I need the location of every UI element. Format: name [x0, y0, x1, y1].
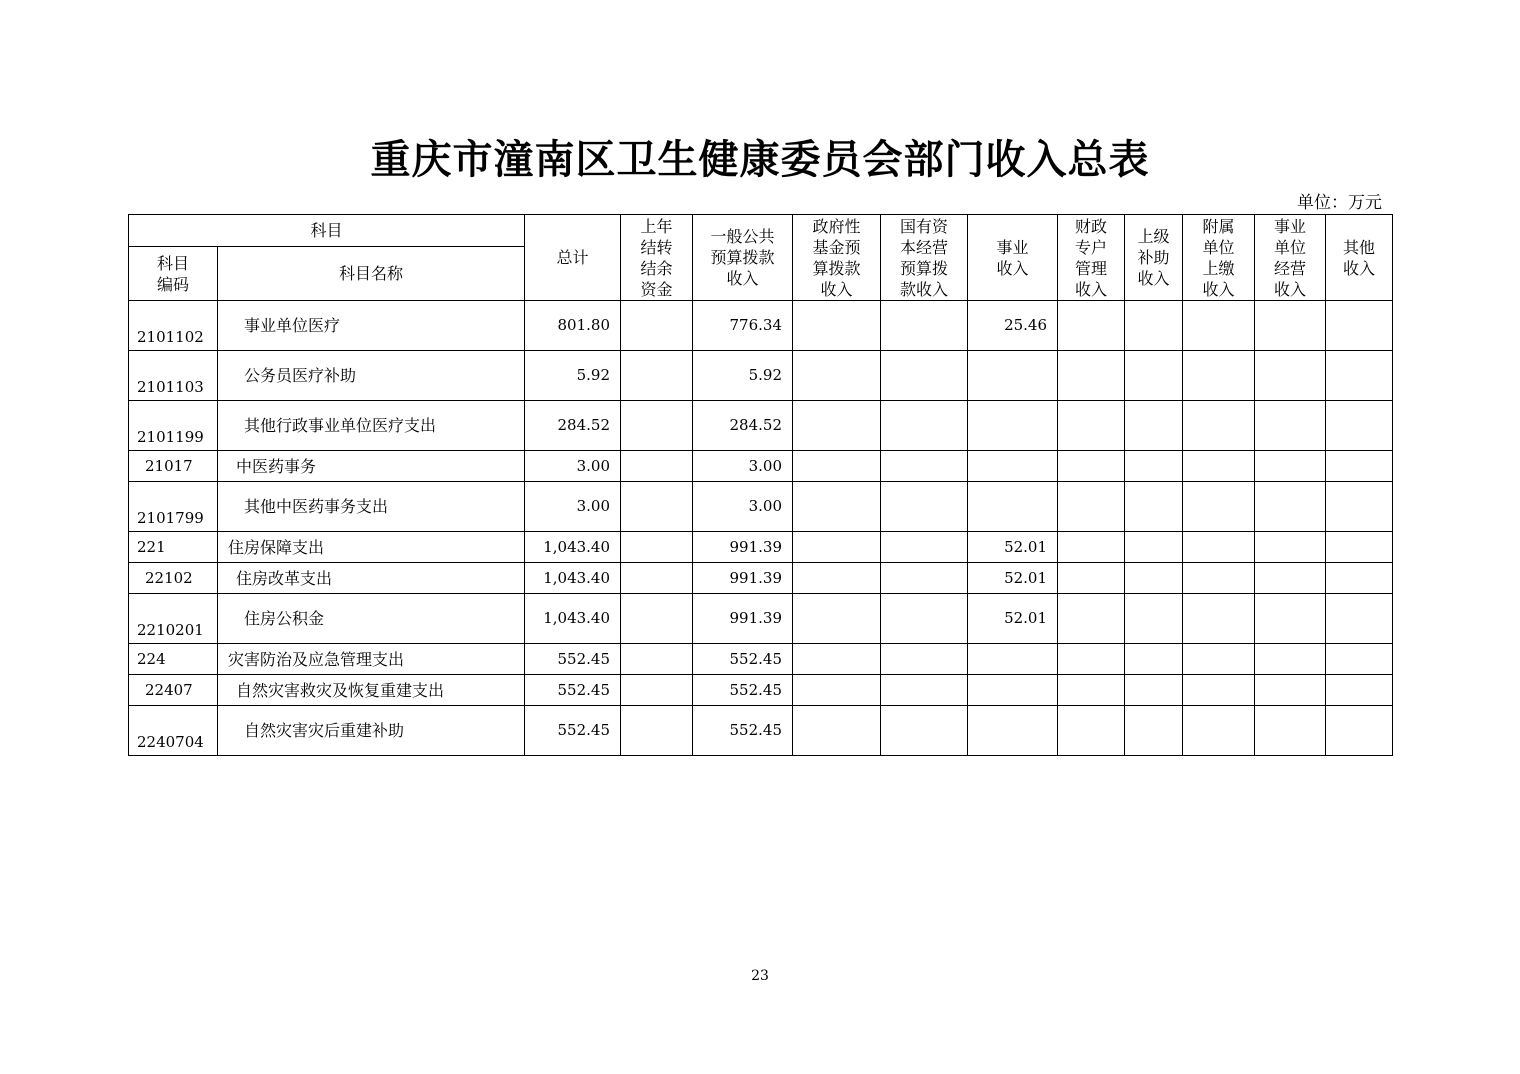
- row-name: 自然灾害灾后重建补助: [218, 706, 525, 756]
- row-name: 住房改革支出: [218, 563, 525, 594]
- table-row: [129, 594, 1393, 644]
- row-total: 1,043.40: [525, 532, 621, 563]
- header-business-income: 事业 单位 经营 收入: [1255, 215, 1326, 301]
- table-row: [129, 301, 1393, 351]
- row-total: 284.52: [525, 401, 621, 451]
- row-code: 22102: [129, 563, 218, 594]
- row-career: [968, 706, 1058, 756]
- row-general: 3.00: [693, 451, 793, 482]
- row-general: 552.45: [693, 644, 793, 675]
- page-number: 23: [751, 968, 769, 984]
- row-total: 801.80: [525, 301, 621, 351]
- row-total: 552.45: [525, 644, 621, 675]
- row-code: 2101799: [129, 482, 218, 532]
- row-total: 1,043.40: [525, 594, 621, 644]
- row-name: 住房保障支出: [218, 532, 525, 563]
- table-row: [129, 563, 1393, 594]
- header-subject-group: 科目: [129, 215, 525, 247]
- row-code: 2210201: [129, 594, 218, 644]
- header-subject-code: 科目 编码: [129, 247, 218, 301]
- row-career: [968, 401, 1058, 451]
- row-career: 52.01: [968, 594, 1058, 644]
- row-name: 事业单位医疗: [218, 301, 525, 351]
- row-general: 5.92: [693, 351, 793, 401]
- row-name: 自然灾害救灾及恢复重建支出: [218, 675, 525, 706]
- page-title: 重庆市潼南区卫生健康委员会部门收入总表: [370, 136, 1150, 183]
- row-total: 552.45: [525, 675, 621, 706]
- row-code: 221: [129, 532, 218, 563]
- row-career: [968, 482, 1058, 532]
- header-higher-subsidy: 上级 补助 收入: [1125, 215, 1183, 301]
- row-career: [968, 675, 1058, 706]
- header-total: 总计: [525, 215, 621, 301]
- row-career: 52.01: [968, 563, 1058, 594]
- row-total: 1,043.40: [525, 563, 621, 594]
- table-row: [129, 706, 1393, 756]
- header-gov-fund: 政府性 基金预 算拨款 收入: [793, 215, 881, 301]
- header-general-budget: 一般公共 预算拨款 收入: [693, 215, 793, 301]
- header-prev-year: 上年 结转 结余 资金: [621, 215, 693, 301]
- row-code: 21017: [129, 451, 218, 482]
- row-name: 住房公积金: [218, 594, 525, 644]
- row-career: [968, 351, 1058, 401]
- row-code: 2101103: [129, 351, 218, 401]
- row-general: 552.45: [693, 706, 793, 756]
- table-row: [129, 351, 1393, 401]
- header-other-income: 其他 收入: [1326, 215, 1393, 301]
- row-career: 25.46: [968, 301, 1058, 351]
- row-name: 中医药事务: [218, 451, 525, 482]
- row-general: 991.39: [693, 532, 793, 563]
- row-name: 公务员医疗补助: [218, 351, 525, 401]
- row-general: 991.39: [693, 594, 793, 644]
- table-row: [129, 451, 1393, 482]
- unit-label: 单位：万元: [1297, 193, 1382, 213]
- table-row: [129, 532, 1393, 563]
- row-name: 其他行政事业单位医疗支出: [218, 401, 525, 451]
- row-career: 52.01: [968, 532, 1058, 563]
- row-name: 其他中医药事务支出: [218, 482, 525, 532]
- table-row: [129, 401, 1393, 451]
- table-row: [129, 482, 1393, 532]
- header-fiscal-special: 财政 专户 管理 收入: [1058, 215, 1125, 301]
- row-code: 2101199: [129, 401, 218, 451]
- row-total: 3.00: [525, 482, 621, 532]
- row-code: 22407: [129, 675, 218, 706]
- row-career: [968, 451, 1058, 482]
- row-general: 776.34: [693, 301, 793, 351]
- header-career-income: 事业 收入: [968, 215, 1058, 301]
- row-code: 2101102: [129, 301, 218, 351]
- header-subject-name: 科目名称: [218, 247, 525, 301]
- row-general: 552.45: [693, 675, 793, 706]
- row-code: 224: [129, 644, 218, 675]
- row-general: 3.00: [693, 482, 793, 532]
- row-general: 991.39: [693, 563, 793, 594]
- table-row: [129, 644, 1393, 675]
- row-total: 3.00: [525, 451, 621, 482]
- table-row: [129, 675, 1393, 706]
- row-general: 284.52: [693, 401, 793, 451]
- row-code: 2240704: [129, 706, 218, 756]
- header-affiliated: 附属 单位 上缴 收入: [1183, 215, 1255, 301]
- income-table: [128, 214, 1393, 756]
- header-state-capital: 国有资 本经营 预算拨 款收入: [881, 215, 968, 301]
- row-name: 灾害防治及应急管理支出: [218, 644, 525, 675]
- row-total: 552.45: [525, 706, 621, 756]
- row-total: 5.92: [525, 351, 621, 401]
- row-career: [968, 644, 1058, 675]
